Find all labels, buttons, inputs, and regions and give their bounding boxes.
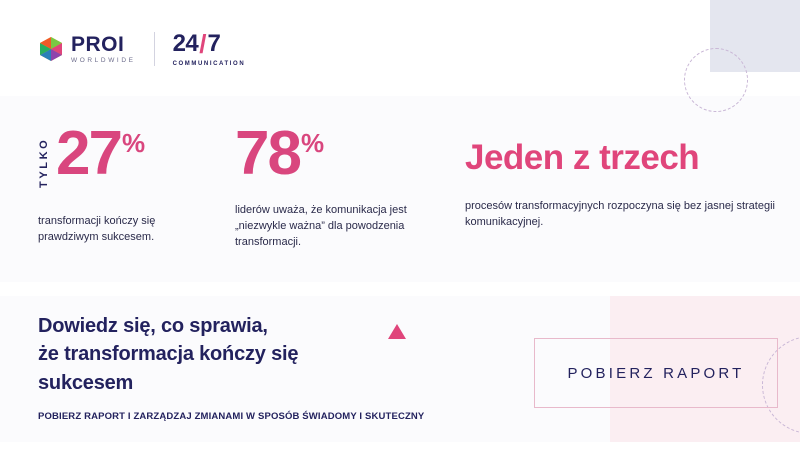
proi-logo-text [71, 34, 136, 65]
stat-3-caption: procesów transformacyjnych rozpoczyna się bez jasnej strategii komunikacyjnej. [465, 200, 775, 228]
cta-subtitle: POBIERZ RAPORT I ZARZĄDZAJ ZMIANAMI W SPOSÓB ŚWIADOMY I SKUTECZNY [38, 411, 425, 423]
stat-1-caption: transformacji kończy się prawdziwym sukcesem. [38, 215, 156, 243]
stat-2-number-row [235, 119, 435, 188]
stat-block-3 [465, 140, 785, 231]
stat-1-prefix-label: TYLKO [38, 137, 50, 189]
proi-logo[interactable] [38, 34, 136, 65]
247-logo-row [173, 31, 246, 57]
download-report-button-label: POBIERZ RAPORT [567, 364, 745, 382]
proi-logo-mark-icon [38, 36, 64, 62]
cta-heading-line-1: Dowiedz się, co sprawia, [38, 315, 268, 337]
stat-1-unit: % [121, 128, 146, 158]
proi-logo-name: PROI [71, 32, 125, 56]
stat-2-value: 78 [235, 119, 300, 188]
bottom-bar [0, 442, 800, 450]
header [38, 26, 245, 72]
stat-1-value: 27 [56, 119, 121, 188]
stat-1-number-row [38, 119, 213, 192]
cta-heading-line-3: sukcesem [38, 371, 134, 394]
247-number-right: 7 [207, 30, 221, 57]
cta-heading-line-2: że transformacja kończy się [38, 343, 299, 366]
stat-2-caption: liderów uważa, że komunikacja jest „niezwykle ważna” dla powodzenia transformacji. [235, 203, 407, 248]
stat-3-headline: Jeden z trzech [465, 138, 700, 177]
247-communication-logo[interactable] [173, 31, 246, 67]
247-logo-subtitle: COMMUNICATION [172, 61, 246, 67]
stat-2-unit: % [300, 128, 325, 158]
header-divider [154, 32, 155, 66]
247-number-left: 24 [172, 30, 199, 57]
triangle-icon [388, 324, 406, 339]
stat-block-2 [235, 119, 435, 251]
download-report-button[interactable] [534, 338, 778, 408]
dashed-circle-icon [684, 48, 748, 112]
proi-logo-subtitle: WORLDWIDE [71, 56, 136, 64]
stat-block-1 [38, 119, 213, 246]
247-slash: / [199, 29, 207, 59]
